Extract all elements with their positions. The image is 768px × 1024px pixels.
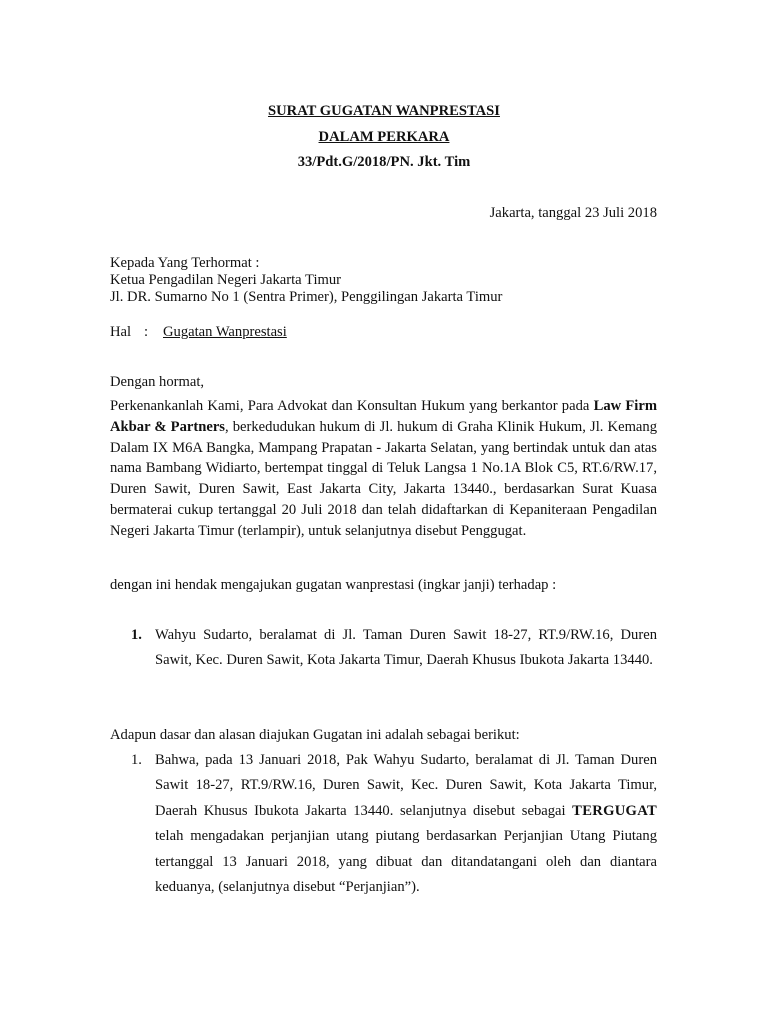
intro-text-2: , berkedudukan hukum di Jl. hukum di Graha Klinik Hukum, Jl. Kemang Dalam IX M6A Bangka, Mampang Prapatan - Jakarta Selatan, yang bertindak untuk dan atas nama Bambang Widiarto, bertempat tinggal di Teluk Langsa 1 No.1A Blok C5, RT.6/RW.17, Duren Sawit, Duren Sawit, East Jakarta City, Jakarta 13440., berdasarkan Surat Kuasa bermaterai cukup tertanggal 20 Juli 2018 dan telah didaftarkan di Kepaniteraan Pengadilan Negeri Jakarta Timur (terlampir), untuk selanjutnya disebut Penggugat.	[110, 418, 657, 539]
intro-text-1: Perkenankanlah Kami, Para Advokat dan Konsultan Hukum yang berkantor pada	[110, 398, 594, 414]
subject-label: Hal	[110, 324, 132, 340]
addressee-address: Jl. DR. Sumarno No 1 (Sentra Primer), Penggilingan Jakarta Timur	[110, 289, 503, 305]
tergugat-label: TERGUGAT	[572, 802, 657, 819]
date-line: Jakarta, tanggal 23 Juli 2018	[489, 205, 657, 221]
defendant-text: Wahyu Sudarto, beralamat di Jl. Taman Duren Sawit 18-27, RT.9/RW.16, Duren Sawit, Kec. Duren Sawit, Kota Jakarta Timur, Daerah Khusus Ibukota Jakarta 13440.	[155, 627, 657, 668]
document-subtitle: DALAM PERKARA	[318, 129, 450, 145]
addressee-salutation: Kepada Yang Terhormat :	[110, 255, 260, 271]
against-line: dengan ini hendak mengajukan gugatan wanprestasi (ingkar janji) terhadap :	[110, 577, 557, 593]
case-number: 33/Pdt.G/2018/PN. Jkt. Tim	[297, 154, 471, 170]
ground-number: 1.	[131, 752, 142, 768]
law-firm-name: Law Firm Akbar & Partners	[110, 398, 657, 435]
ground-text-2: telah mengadakan perjanjian utang piutang berdasarkan Perjanjian Utang Piutang tertanggal 13 Januari 2018, yang dibuat dan ditandatangani oleh dan diantara keduanya, (selanjutnya disebut “Perjanjian”).	[155, 828, 657, 896]
addressee-name: Ketua Pengadilan Negeri Jakarta Timur	[110, 272, 342, 288]
subject-colon: :	[144, 324, 149, 340]
greeting: Dengan hormat,	[110, 374, 205, 390]
document-title: SURAT GUGATAN WANPRESTASI	[268, 103, 500, 119]
ground-text	[155, 748, 657, 900]
defendant-number: 1.	[131, 627, 142, 643]
subject-value: Gugatan Wanprestasi	[163, 324, 287, 340]
grounds-heading: Adapun dasar dan alasan diajukan Gugatan ini adalah sebagai berikut:	[110, 727, 520, 743]
intro-paragraph	[110, 396, 657, 542]
ground-text-1: Bahwa, pada 13 Januari 2018, Pak Wahyu Sudarto, beralamat di Jl. Taman Duren Sawit 18-27, RT.9/RW.16, Duren Sawit, Kec. Duren Sawit, Kota Jakarta Timur, Daerah Khusus Ibukota Jakarta 13440. selanjutnya disebut sebagai	[155, 752, 657, 819]
